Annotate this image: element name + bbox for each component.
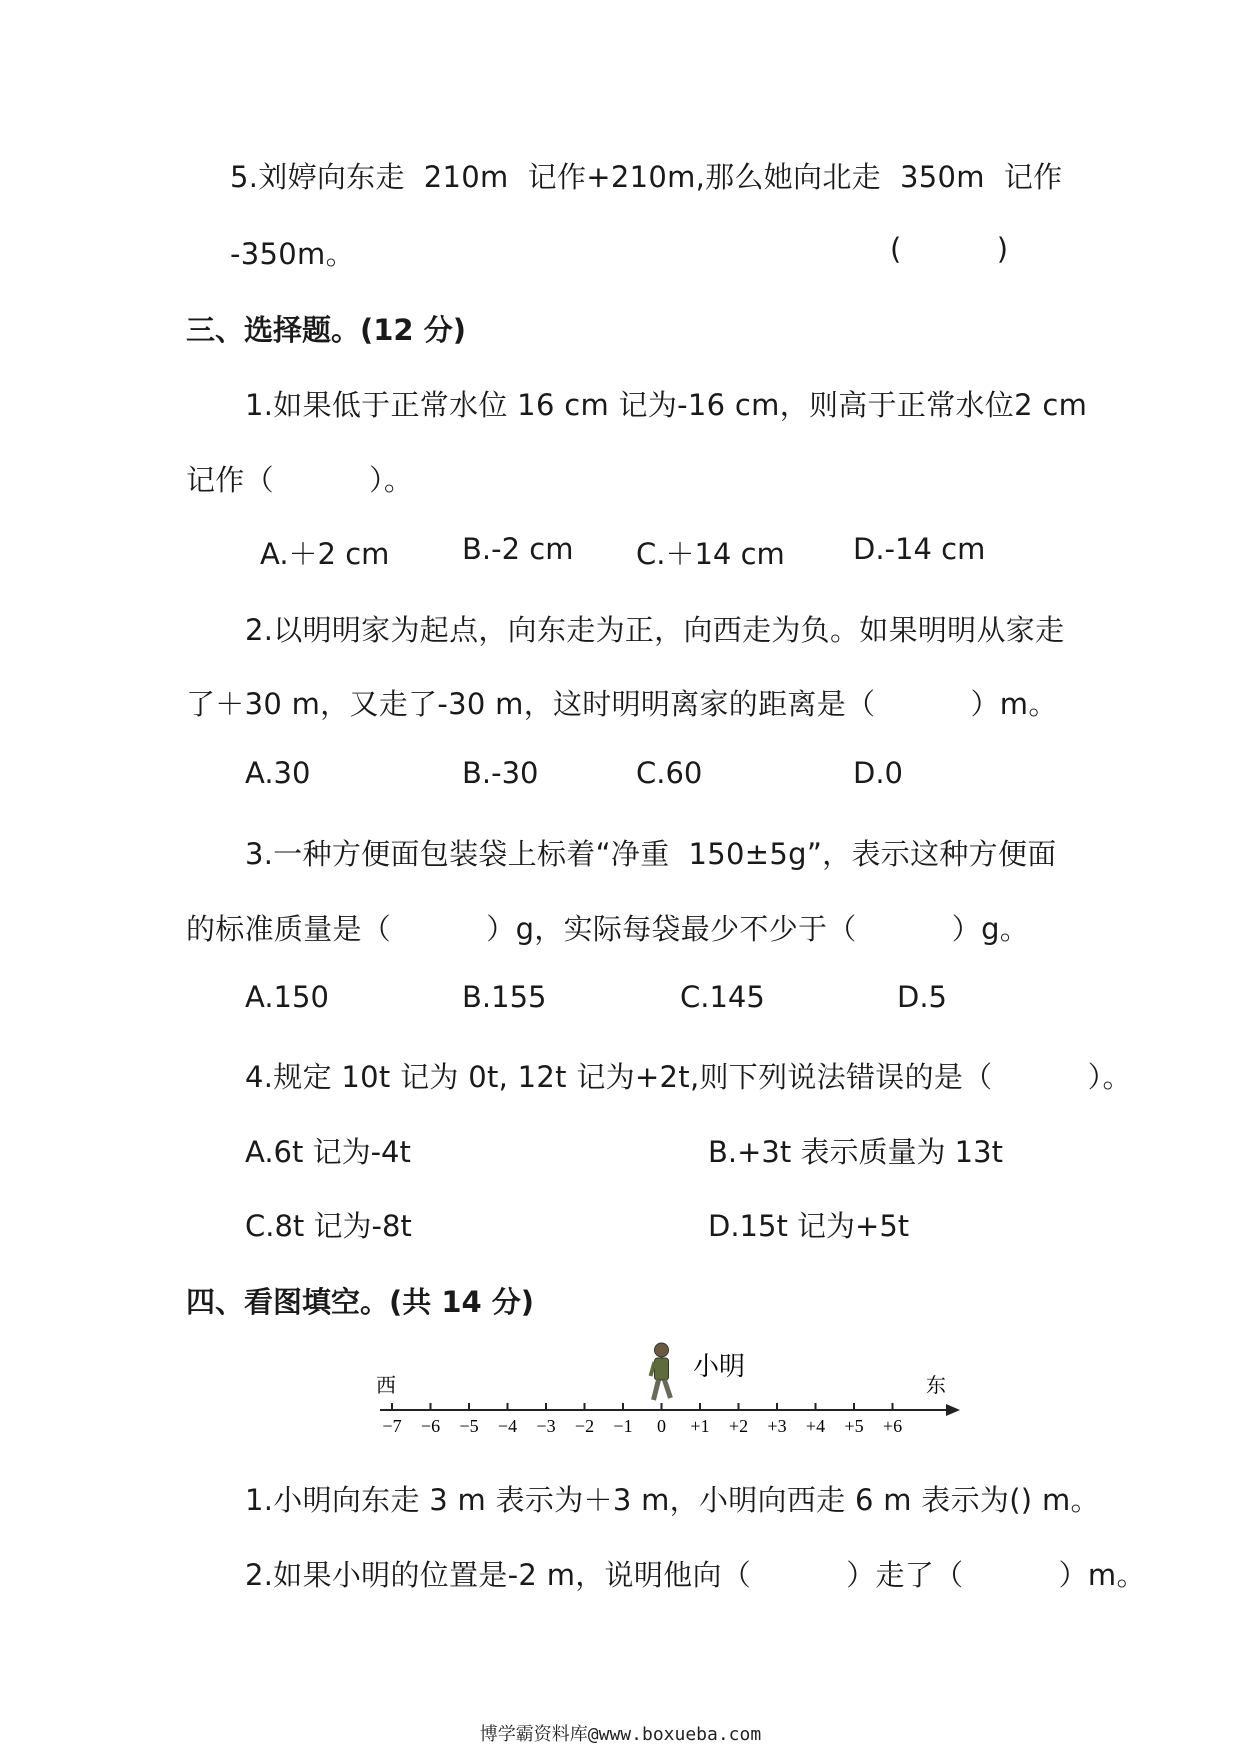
arrow-head-icon <box>946 1404 960 1416</box>
tick-label: −5 <box>459 1416 479 1436</box>
question-3-1-line1: 1.如果低于正常水位 16 cm 记为-16 cm，则高于正常水位2 cm <box>245 388 1088 422</box>
question-3-4-line1: 4.规定 10t 记为 0t, 12t 记为+2t,则下列说法错误的是（ ）。 <box>245 1060 1132 1094</box>
tick-label: +1 <box>690 1416 710 1436</box>
ticks-group <box>382 1403 902 1436</box>
tick-label: −1 <box>613 1416 633 1436</box>
east-label: 东 <box>926 1375 946 1397</box>
option-d: D.-14 cm <box>853 532 986 566</box>
option-d: D.15t 记为+5t <box>708 1209 910 1243</box>
option-b: B.155 <box>462 980 547 1014</box>
option-a: A.30 <box>245 756 311 790</box>
option-c: C.8t 记为-8t <box>245 1209 412 1243</box>
option-b: B.-2 cm <box>462 532 574 566</box>
tick-label: +5 <box>844 1416 864 1436</box>
answer-paren: ( ) <box>890 232 1009 266</box>
tick-label: +4 <box>805 1416 826 1436</box>
question-3-3-line1: 3.一种方便面包装袋上标着“净重 150±5g”，表示这种方便面 <box>245 837 1057 871</box>
person-icon <box>651 1343 671 1400</box>
question-3-2-line1: 2.以明明家为起点，向东走为正，向西走为负。如果明明从家走 <box>245 613 1065 647</box>
question-3-3-line2: 的标准质量是（ ）g，实际每袋最少不少于（ ）g。 <box>186 912 1030 946</box>
option-c: C.＋14 cm <box>636 537 785 571</box>
person-label: 小明 <box>693 1352 746 1381</box>
tick-label: −2 <box>574 1416 595 1436</box>
tick-label: −3 <box>536 1416 556 1436</box>
tick-label: −4 <box>497 1416 518 1436</box>
tick-label: −6 <box>420 1416 441 1436</box>
question-3-2-line2: 了＋30 m，又走了-30 m，这时明明离家的距离是（ ）m。 <box>186 687 1058 721</box>
section-4-heading: 四、看图填空。(共 14 分) <box>186 1285 535 1319</box>
tick-label: +3 <box>767 1416 787 1436</box>
number-line-svg <box>370 1340 970 1440</box>
question-3-1-line2: 记作（ ）。 <box>186 463 414 497</box>
question-2-5-line2: -350m。 <box>230 237 355 271</box>
west-label: 西 <box>376 1375 396 1397</box>
footer-watermark: 博学霸资料库@www.boxueba.com <box>479 1724 762 1745</box>
option-b: B.+3t 表示质量为 13t <box>708 1135 1003 1169</box>
tick-label: +2 <box>728 1416 749 1436</box>
tick-label: 0 <box>657 1416 666 1436</box>
option-a: A.＋2 cm <box>260 537 390 571</box>
option-d: D.5 <box>897 980 947 1014</box>
option-b: B.-30 <box>462 756 539 790</box>
option-a: A.150 <box>245 980 329 1014</box>
option-c: C.145 <box>680 980 765 1014</box>
tick-label: −7 <box>382 1416 402 1436</box>
option-a: A.6t 记为-4t <box>245 1135 411 1169</box>
option-d: D.0 <box>853 756 903 790</box>
question-2-5-line1: 5.刘婷向东走 210m 记作+210m,那么她向北走 350m 记作 <box>230 160 1063 194</box>
section-3-heading: 三、选择题。(12 分) <box>186 313 466 347</box>
number-line-figure <box>370 1340 970 1444</box>
option-c: C.60 <box>636 756 703 790</box>
tick-label: +6 <box>882 1416 903 1436</box>
question-4-2: 2.如果小明的位置是-2 m，说明他向（ ）走了（ ）m。 <box>245 1558 1146 1592</box>
question-4-1: 1.小明向东走 3 m 表示为＋3 m，小明向西走 6 m 表示为() m。 <box>245 1483 1100 1517</box>
